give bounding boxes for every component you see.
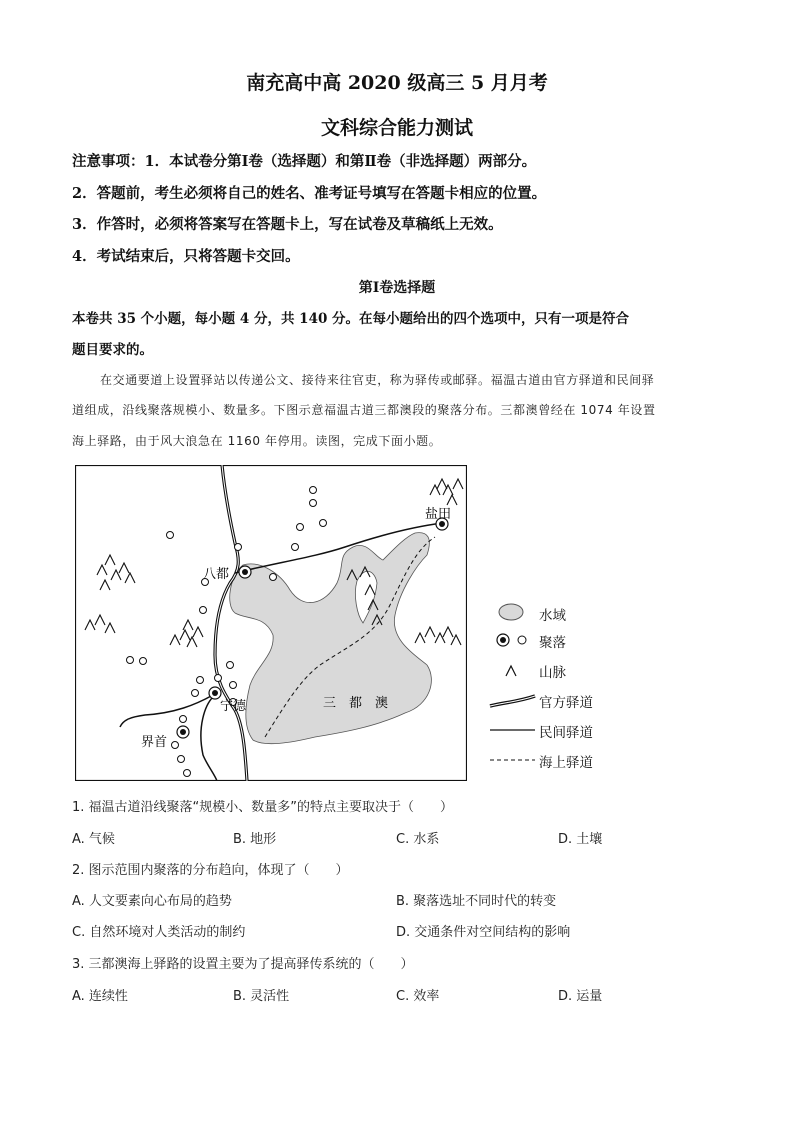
q1-option-b: B. 地形 xyxy=(233,832,277,847)
exam-title: 南充高中高 2020 级高三 5 月月考 xyxy=(246,72,548,94)
passage-line2: 道组成，沿线聚落规模小、数量多。下图示意福温古道三都澳段的聚落分布。三都澳曾经在 1074 年设置 xyxy=(72,403,656,417)
q3-option-a: A. 连续性 xyxy=(72,989,128,1004)
q1-option-d: D. 土壤 xyxy=(558,832,603,847)
label-ningde: 宁德 xyxy=(220,699,247,714)
q2-option-a: A. 人文要素向心布局的趋势 xyxy=(72,894,232,909)
passage-line3: 海上驿路，由于风大浪急在 1160 年停用。读图，完成下面小题。 xyxy=(72,434,442,448)
major-settlement-ningde xyxy=(209,687,221,699)
legend-mountain-icon xyxy=(506,666,516,676)
sanduao-map xyxy=(75,465,467,781)
legend-water-label: 水域 xyxy=(539,608,566,624)
q2-option-b: B. 聚落选址不同时代的转变 xyxy=(396,894,557,909)
major-settlement-jieshou xyxy=(177,726,189,738)
note-3: 3．作答时，必须将答案写在答题卡上，写在试卷及草稿纸上无效。 xyxy=(72,216,503,233)
legend-official-road-label: 官方驿道 xyxy=(539,695,593,711)
label-badu: 八都 xyxy=(203,567,230,582)
legend-settlement-icon xyxy=(497,634,526,646)
legend-official-road-icon xyxy=(490,696,535,706)
question-1-stem: 1. 福温古道沿线聚落“规模小、数量多”的特点主要取决于（ ） xyxy=(72,800,454,815)
section-intro-line2: 题目要求的。 xyxy=(72,342,153,358)
label-sanduao: 三 都 澳 xyxy=(323,696,389,711)
major-settlement-badu xyxy=(239,566,251,578)
q1-option-c: C. 水系 xyxy=(396,832,440,847)
exam-subtitle: 文科综合能力测试 xyxy=(320,117,473,139)
legend-sea-road-label: 海上驿道 xyxy=(539,755,593,771)
q1-option-a: A. 气候 xyxy=(72,832,115,847)
note-2: 2．答题前，考生必须将自己的姓名、准考证号填写在答题卡相应的位置。 xyxy=(72,185,547,202)
note-4: 4．考试结束后，只将答题卡交回。 xyxy=(72,248,300,265)
label-jieshou: 界首 xyxy=(141,735,168,750)
legend-civil-road-label: 民间驿道 xyxy=(539,725,593,741)
q3-option-c: C. 效率 xyxy=(396,989,440,1004)
passage-line1: 在交通要道上设置驿站以传递公文、接待来往官吏，称为驿传或邮驿。福温古道由官方驿道和民间驿 xyxy=(100,373,655,387)
legend-settlement-label: 聚落 xyxy=(539,635,566,651)
legend-water-icon xyxy=(499,604,523,620)
q3-option-d: D. 运量 xyxy=(558,989,603,1004)
section-intro-line1: 本卷共 35 个小题，每小题 4 分，共 140 分。在每小题给出的四个选项中，只有一项是符合 xyxy=(72,311,630,327)
note-1: 注意事项：1．本试卷分第Ⅰ卷（选择题）和第Ⅱ卷（非选择题）两部分。 xyxy=(72,153,537,170)
section-title: 第Ⅰ卷选择题 xyxy=(358,280,436,296)
question-2-stem: 2. 图示范围内聚落的分布趋向，体现了（ ） xyxy=(72,863,349,878)
legend-mountain-label: 山脉 xyxy=(539,665,566,681)
label-yantian: 盐田 xyxy=(425,507,452,522)
q2-option-c: C. 自然环境对人类活动的制约 xyxy=(72,925,246,940)
question-3-stem: 3. 三都澳海上驿路的设置主要为了提高驿传系统的（ ） xyxy=(72,957,414,972)
q2-option-d: D. 交通条件对空间结构的影响 xyxy=(396,925,571,940)
q3-option-b: B. 灵活性 xyxy=(233,989,290,1004)
